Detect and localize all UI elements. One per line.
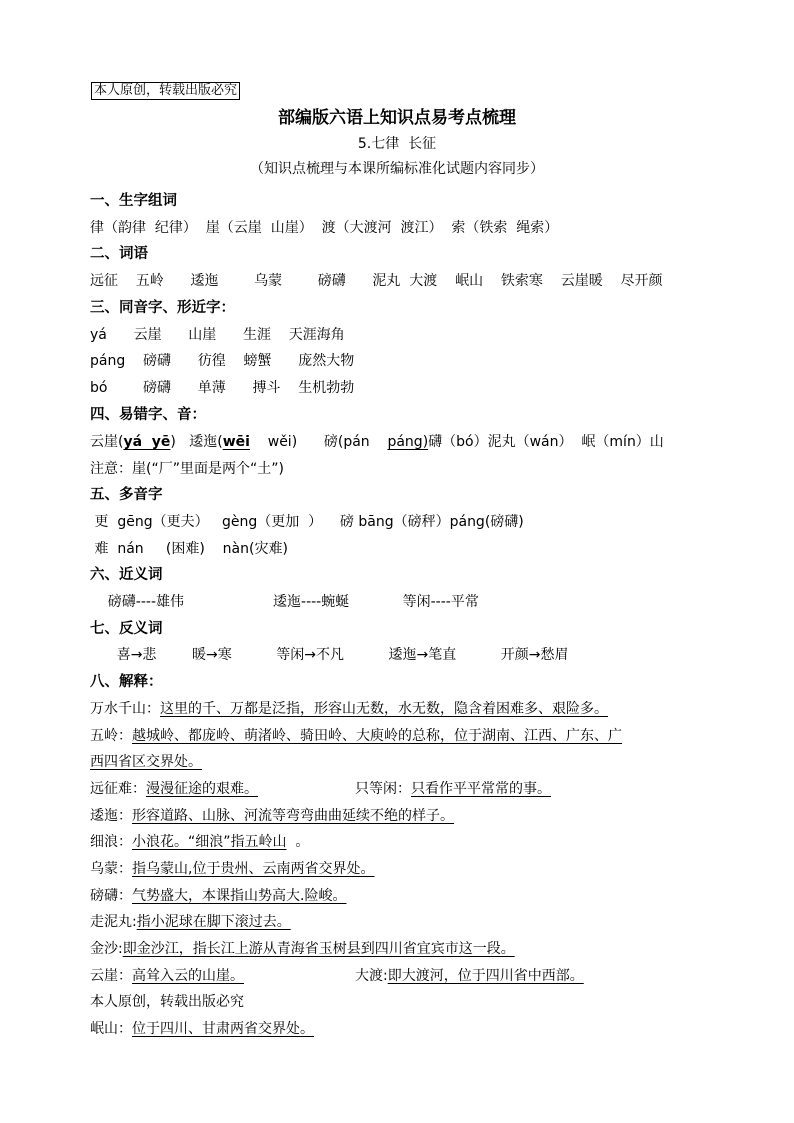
definition: 只看作平平常常的事。: [411, 781, 551, 797]
section-2-line: 远征 五岭 逶迤 乌蒙 磅礴 泥丸 大渡 岷山 铁索寒 云崖暖 尽开颜: [90, 273, 663, 289]
section-heading-5: 五、多音字: [90, 487, 163, 503]
explanation-yunya: [90, 967, 244, 985]
explanation-wanshuiqianshan: [90, 700, 608, 718]
polyphone-geng: 更 gēng（更夫） gèng（更加 ） 磅 bāng（磅秤）páng(磅礴): [90, 514, 524, 530]
term: 金沙:: [90, 941, 123, 957]
explanation-wumeng: [90, 860, 374, 878]
explanation-xilang: [90, 833, 309, 851]
antonym-line: 喜→悲 暖→寒 等闲→不凡 逶迤→笔直 开颜→愁眉: [90, 647, 569, 663]
term: 岷山：: [90, 1021, 132, 1037]
trailing: 。: [286, 834, 310, 850]
error-pinyin-ya: yá yē: [123, 434, 171, 450]
error-part-1: 云崖(: [90, 434, 124, 450]
page-title: 部编版六语上知识点易考点梳理: [278, 108, 516, 128]
term: 大渡:: [355, 968, 388, 984]
error-prone-line: [90, 433, 664, 451]
term: 逶迤：: [90, 808, 132, 824]
term: 万水千山：: [90, 701, 160, 717]
synonym-line: 磅礴----雄伟 逶迤----蜿蜒 等闲----平常: [90, 594, 479, 610]
caution-note: 注意：崖(“厂”里面是两个“土”): [90, 461, 284, 477]
explanation-zouniwan: [90, 913, 291, 931]
definition: 越城岭、都庞岭、萌渚岭、骑田岭、大庾岭的总称，位于湖南、江西、广东、广: [132, 728, 622, 744]
definition: 西四省区交界处。: [90, 754, 202, 770]
section-heading-6: 六、近义词: [90, 567, 163, 583]
term: 走泥丸:: [90, 914, 137, 930]
definition: 指小泥球在脚下滚过去。: [136, 914, 291, 930]
error-part-4: 礴（bó）泥丸（wán） 岷（mín）山: [428, 434, 664, 450]
definition: 小浪花。“细浪”指五岭山: [132, 834, 287, 850]
explanation-dadu: [355, 967, 584, 985]
definition: 形容道路、山脉、河流等弯弯曲曲延续不绝的样子。: [132, 808, 454, 824]
term: 乌蒙：: [90, 861, 132, 877]
copyright-repeat: 本人原创，转载出版必究: [90, 994, 244, 1010]
explanation-jinsha: [90, 940, 515, 958]
explanation-wuling-cont: [90, 753, 202, 771]
polyphone-nan: 难 nán (困难) nàn(灾难): [90, 541, 288, 557]
explanation-minshan: [90, 1020, 314, 1038]
term: 磅礴：: [90, 888, 132, 904]
homophone-pang: páng 磅礴 彷徨 螃蟹 庞然大物: [90, 353, 355, 369]
homophone-bo: bó 磅礴 单薄 搏斗 生机勃勃: [90, 380, 355, 396]
lesson-title: 5.七律 长征: [357, 136, 437, 152]
definition: 气势盛大，本课指山势高大.险峻。: [132, 888, 347, 904]
section-heading-3: 三、同音字、形近字：: [90, 300, 235, 316]
definition: 高耸入云的山崖。: [132, 968, 244, 984]
section-heading-4: 四、易错字、音：: [90, 407, 206, 423]
homophone-ya: yá 云崖 山崖 生涯 天涯海角: [90, 327, 345, 343]
explanation-weiyi: [90, 807, 454, 825]
explanation-yuanzhengnan: [90, 780, 258, 798]
section-1-line: 律（韵律 纪律） 崖（云崖 山崖） 渡（大渡河 渡江） 索（铁索 绳索）: [90, 220, 559, 236]
section-heading-1: 一、生字组词: [90, 193, 177, 209]
definition: 位于四川、甘肃两省交界处。: [132, 1021, 314, 1037]
section-heading-8: 八、解释：: [90, 674, 163, 690]
term: 细浪：: [90, 834, 132, 850]
explanation-zhidengxian: [355, 780, 551, 798]
error-pinyin-pang: páng): [387, 434, 429, 450]
definition: 即大渡河，位于四川省中西部。: [387, 968, 584, 984]
copyright-badge: 本人原创，转载出版必究: [91, 82, 240, 100]
error-part-3: wěi) 磅(pán: [249, 434, 388, 450]
term: 云崖：: [90, 968, 132, 984]
term: 远征难：: [90, 781, 146, 797]
error-pinyin-wei: wēi: [222, 434, 250, 450]
definition: 指乌蒙山,位于贵州、云南两省交界处。: [132, 861, 375, 877]
definition: 即金沙江，指长江上游从青海省玉树县到四川省宜宾市这一段。: [122, 941, 515, 957]
term: 只等闲：: [355, 781, 411, 797]
definition: 这里的千、万都是泛指，形容山无数，水无数，隐含着困难多、艰险多。: [160, 701, 608, 717]
section-heading-2: 二、词语: [90, 246, 148, 262]
error-part-2: ) 逶迤(: [170, 434, 223, 450]
subtitle-note: （知识点梳理与本课所编标准化试题内容同步）: [250, 161, 544, 177]
explanation-wuling: [90, 727, 622, 745]
explanation-pangbo: [90, 887, 346, 905]
term: 五岭：: [90, 728, 132, 744]
section-heading-7: 七、反义词: [90, 621, 163, 637]
definition: 漫漫征途的艰难。: [146, 781, 258, 797]
